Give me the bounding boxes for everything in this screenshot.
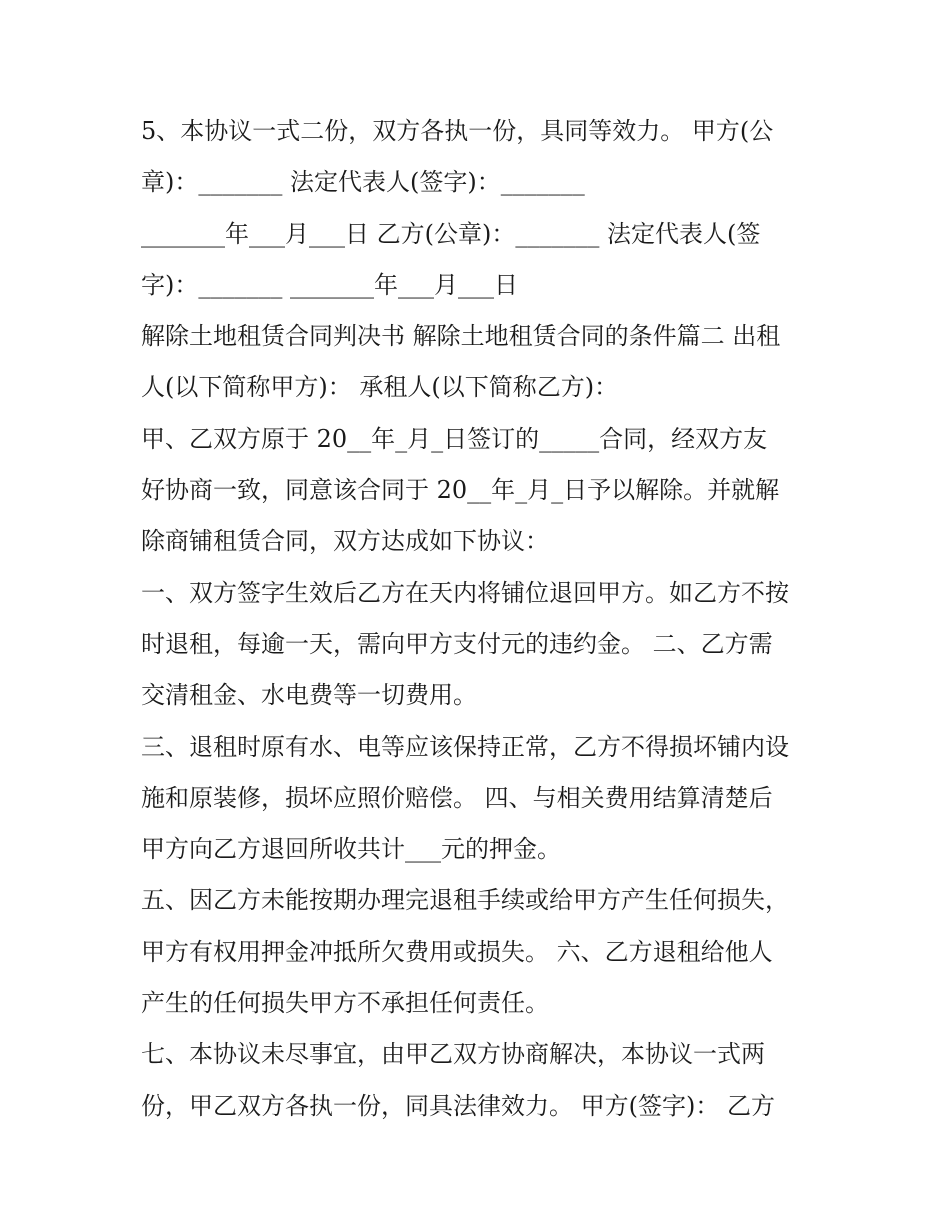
text-line: 甲方向乙方退回所收共计___元的押金。 bbox=[141, 835, 561, 864]
text-line: 产生的任何损失甲方不承担任何责任。 bbox=[141, 989, 549, 1018]
text-line: 解除土地租赁合同判决书 解除土地租赁合同的条件篇二 出租 bbox=[141, 322, 781, 351]
text-line: 施和原装修，损坏应照价赔偿。 四、与相关费用结算清楚后 bbox=[141, 783, 773, 812]
text-line: 章)：_______ 法定代表人(签字)：_______ bbox=[141, 168, 585, 197]
text-line: 五、因乙方未能按期办理完退租手续或给甲方产生任何损失， bbox=[141, 886, 789, 915]
text-line: 七、本协议未尽事宜，由甲乙双方协商解决，本协议一式两 bbox=[141, 1040, 765, 1069]
text-line: 时退租，每逾一天，需向甲方支付元的违约金。 二、乙方需 bbox=[141, 629, 773, 658]
text-line: 交清租金、水电费等一切费用。 bbox=[141, 681, 477, 710]
text-line: 人(以下简称甲方)： 承租人(以下简称乙方)： bbox=[141, 373, 619, 402]
text-line: 字)：_______ _______年___月___日 bbox=[141, 270, 518, 299]
text-line: 5、本协议一式二份，双方各执一份，具同等效力。 甲方(公 bbox=[141, 117, 774, 145]
text-line: _______年___月___日 乙方(公章)：_______ 法定代表人(签 bbox=[141, 219, 761, 248]
text-line: 份，甲乙双方各执一份，同具法律效力。 甲方(签字)： 乙方 bbox=[141, 1091, 775, 1120]
text-line: 三、退租时原有水、电等应该保持正常，乙方不得损坏铺内设 bbox=[141, 732, 789, 761]
document-body bbox=[141, 106, 821, 1132]
text-line: 好协商一致，同意该合同于 20__年_月_日予以解除。并就解 bbox=[141, 476, 780, 505]
text-line: 一、双方签字生效后乙方在天内将铺位退回甲方。如乙方不按 bbox=[141, 578, 789, 607]
text-line: 甲、乙双方原于 20__年_月_日签订的_____合同，经双方友 bbox=[141, 424, 768, 453]
text-line: 除商铺租赁合同，双方达成如下协议： bbox=[141, 527, 549, 556]
text-line: 甲方有权用押金冲抵所欠费用或损失。 六、乙方退租给他人 bbox=[141, 937, 773, 966]
